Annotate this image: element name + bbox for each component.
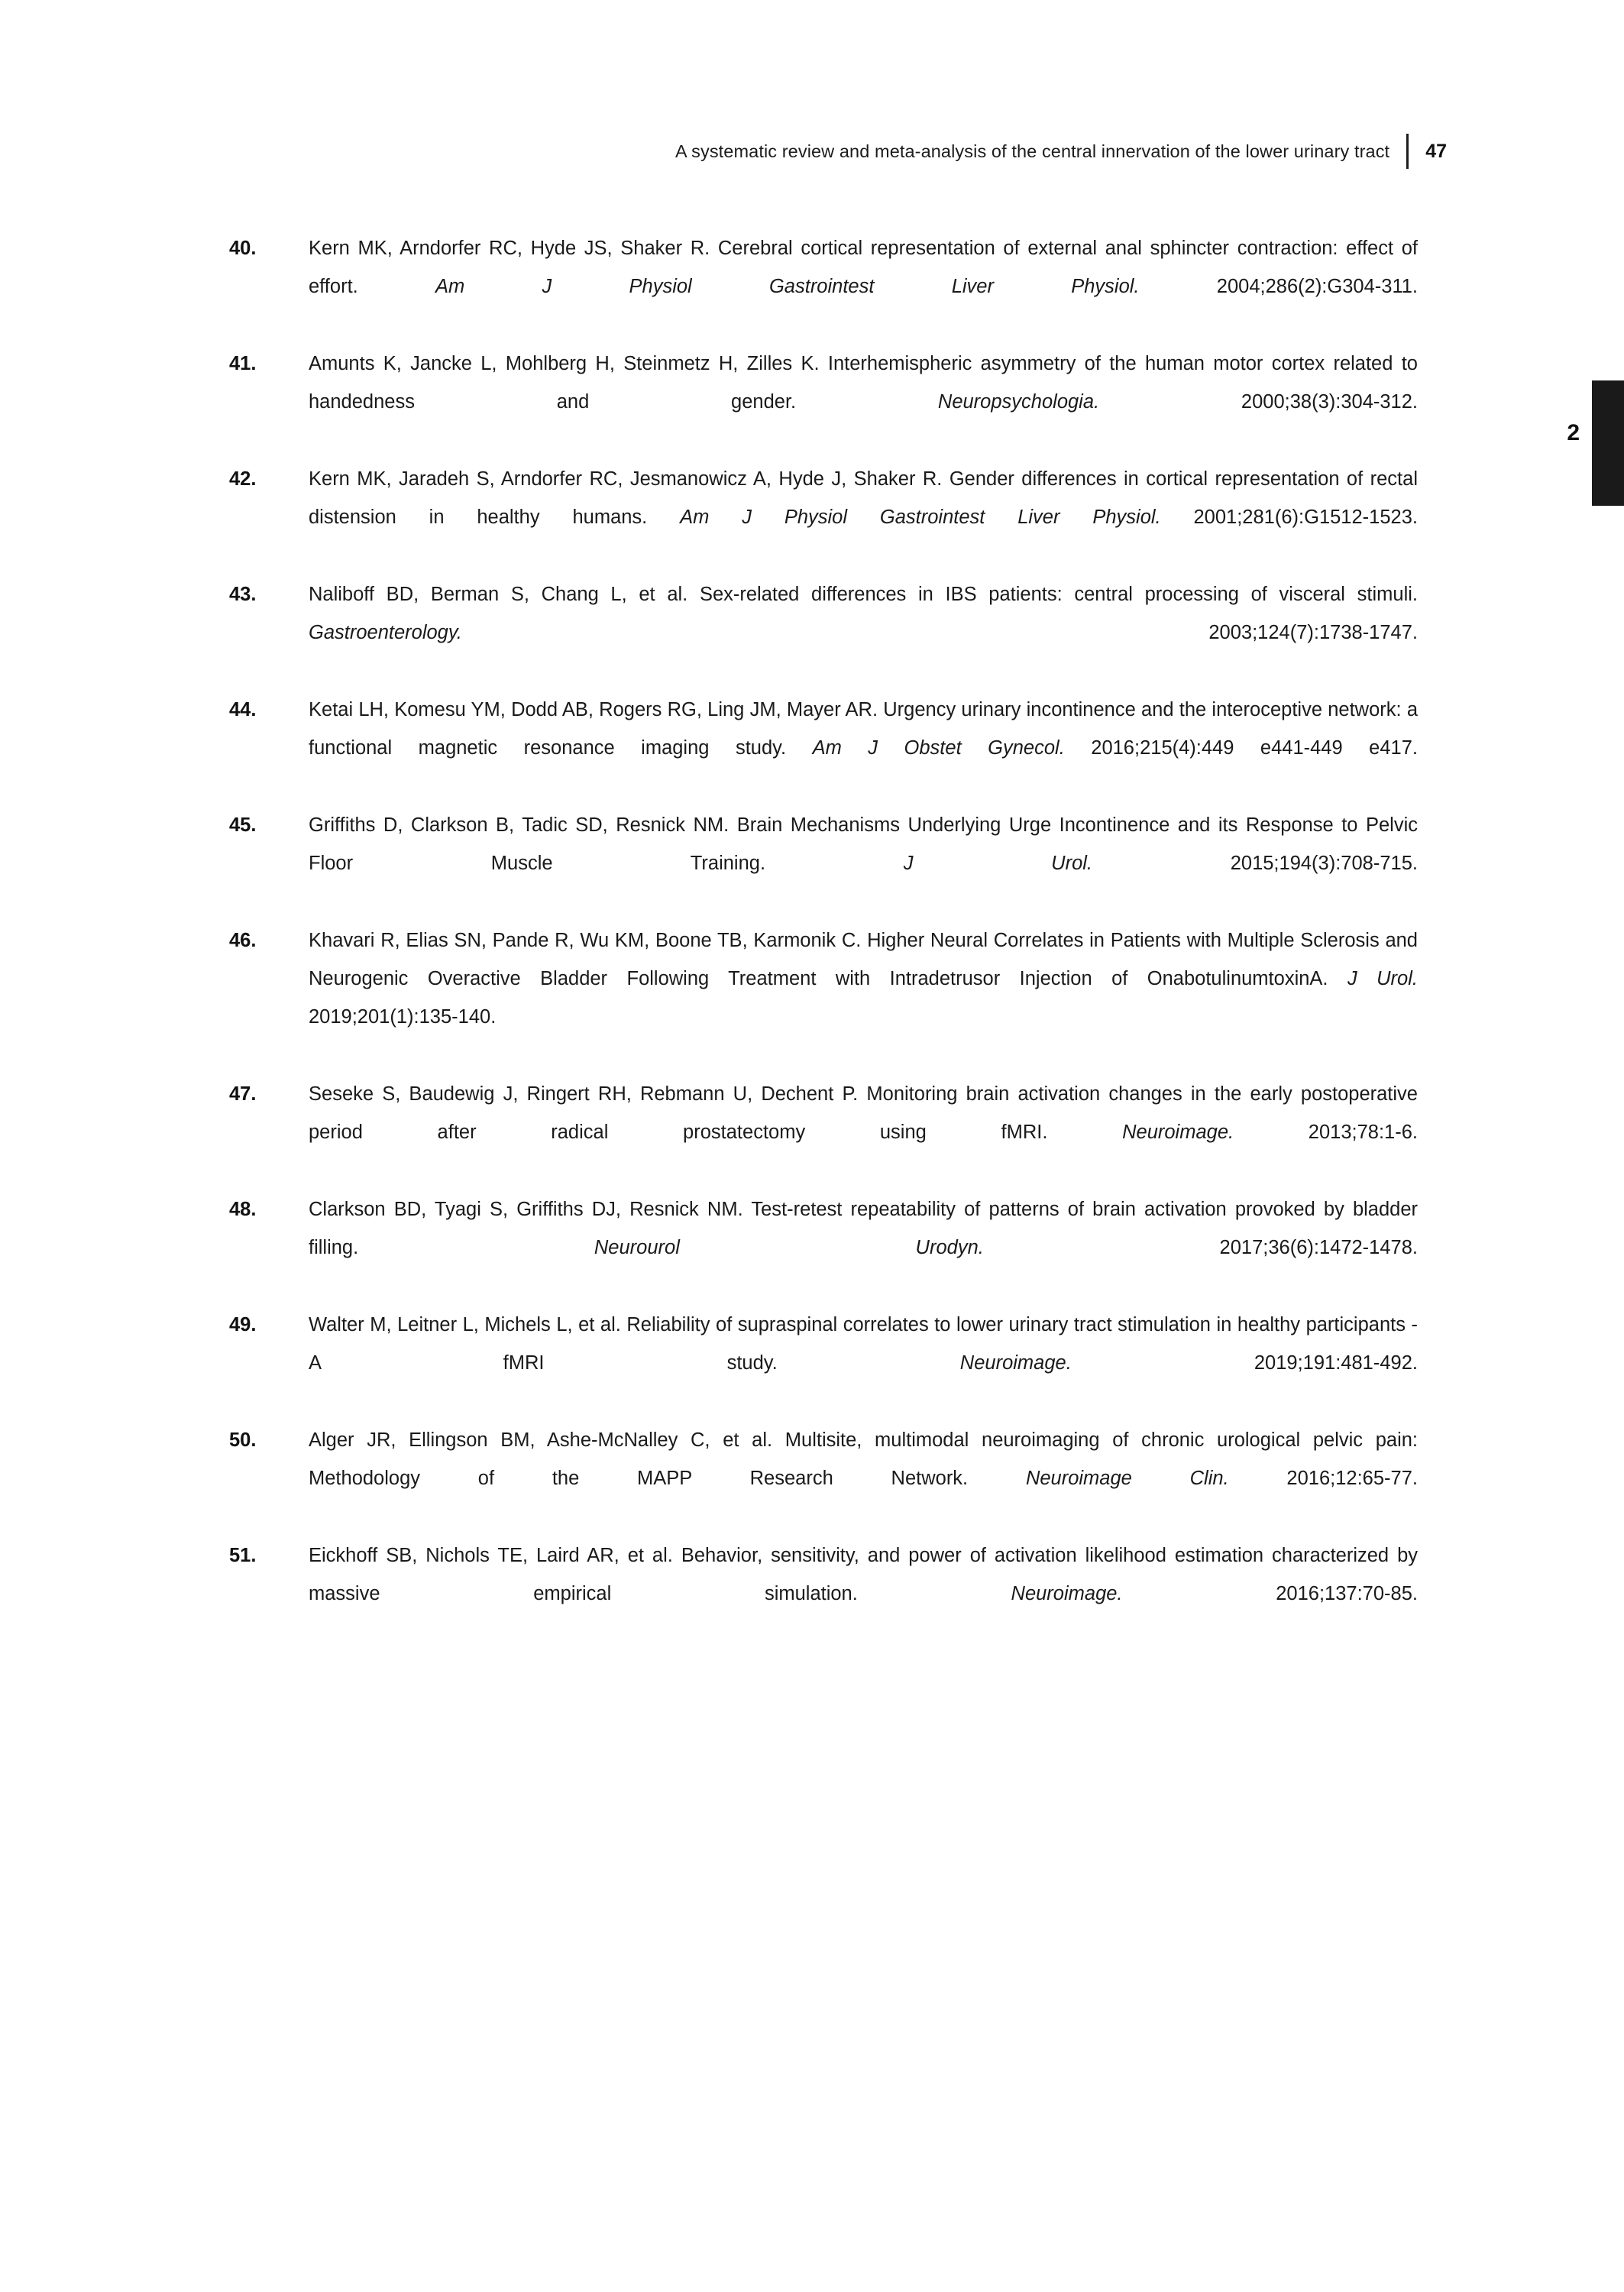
reference-text [309, 1075, 1418, 1190]
reference-item [229, 806, 1418, 921]
reference-journal: Am J Physiol Gastrointest Liver Physiol. [435, 276, 1140, 297]
reference-title: Monitoring brain activation changes in the early postoperative period after radical prostatectomy using fMRI. [309, 1083, 1418, 1143]
reference-journal: Neuroimage. [959, 1352, 1072, 1374]
reference-number: 42. [229, 468, 257, 490]
chapter-thumb-tab [1592, 380, 1624, 506]
reference-citation: 2000;38(3):304-312. [1241, 391, 1418, 413]
reference-citation: 2016;12:65-77. [1286, 1468, 1418, 1489]
reference-authors: Walter M, Leitner L, Michels L, et al. [309, 1314, 621, 1335]
reference-item [229, 345, 1418, 459]
running-head [0, 134, 1447, 168]
reference-number: 51. [229, 1545, 257, 1566]
reference-citation: 2019;191:481-492. [1254, 1352, 1418, 1374]
reference-number: 47. [229, 1083, 257, 1105]
reference-citation: 2003;124(7):1738-1747. [1208, 622, 1418, 643]
reference-authors: Alger JR, Ellingson BM, Ashe-McNalley C, et al. [309, 1429, 773, 1451]
reference-item [229, 1190, 1418, 1305]
reference-item [229, 1536, 1418, 1651]
reference-text [309, 345, 1418, 459]
reference-number: 41. [229, 353, 257, 374]
reference-item [229, 1306, 1418, 1420]
reference-title: Reliability of supraspinal correlates to lower urinary tract stimulation in healthy participants - A fMRI study. [309, 1314, 1418, 1374]
reference-text [309, 1306, 1418, 1420]
reference-title: Gender differences in cortical representation of rectal distension in healthy humans. [309, 468, 1418, 528]
reference-authors: Amunts K, Jancke L, Mohlberg H, Steinmetz H, Zilles K. [309, 353, 820, 374]
reference-journal: Am J Obstet Gynecol. [812, 737, 1065, 759]
reference-text [309, 806, 1418, 921]
reference-number: 49. [229, 1314, 257, 1335]
reference-authors: Kern MK, Jaradeh S, Arndorfer RC, Jesmanowicz A, Hyde J, Shaker R. [309, 468, 943, 490]
reference-citation: 2004;286(2):G304-311. [1216, 276, 1418, 297]
reference-item [229, 575, 1418, 690]
running-head-divider [1406, 134, 1409, 169]
reference-citation: 2019;201(1):135-140. [309, 1006, 497, 1028]
reference-journal: J Urol. [1347, 968, 1418, 989]
reference-journal: Gastroenterology. [309, 622, 462, 643]
reference-journal: Neuroimage Clin. [1025, 1468, 1229, 1489]
reference-citation: 2016;137:70-85. [1276, 1583, 1418, 1604]
reference-text [309, 691, 1418, 805]
page-number: 47 [1425, 140, 1447, 162]
reference-title: Brain Mechanisms Underlying Urge Incontinence and its Response to Pelvic Floor Muscle Training. [309, 814, 1419, 874]
reference-item [229, 921, 1418, 1074]
reference-number: 48. [229, 1199, 257, 1220]
reference-item [229, 1421, 1418, 1536]
reference-number: 45. [229, 814, 257, 836]
reference-title: Higher Neural Correlates in Patients with Multiple Sclerosis and Neurogenic Overactive Bladder Following Treatment with Intradetrusor Injection of OnabotulinumtoxinA. [309, 930, 1418, 989]
reference-citation: 2001;281(6):G1512-1523. [1193, 507, 1418, 528]
reference-number: 50. [229, 1429, 257, 1451]
reference-journal: Am J Physiol Gastrointest Liver Physiol. [680, 507, 1161, 528]
reference-text [309, 1421, 1418, 1536]
reference-journal: Neuropsychologia. [937, 391, 1100, 413]
reference-journal: Neurourol Urodyn. [594, 1237, 984, 1258]
reference-journal: Neuroimage. [1011, 1583, 1123, 1604]
reference-item [229, 691, 1418, 805]
reference-text [309, 229, 1418, 344]
reference-citation: 2016;215(4):449 e441-449 e417. [1091, 737, 1418, 759]
reference-text [309, 1536, 1418, 1651]
reference-authors: Griffiths D, Clarkson B, Tadic SD, Resnick NM. [309, 814, 730, 836]
reference-number: 46. [229, 930, 257, 951]
reference-item [229, 229, 1418, 344]
running-head-title: A systematic review and meta-analysis of the central innervation of the lower urinary tract [675, 141, 1390, 161]
reference-journal: Neuroimage. [1122, 1122, 1234, 1143]
reference-item [229, 1075, 1418, 1190]
reference-number: 44. [229, 699, 257, 720]
reference-number: 43. [229, 584, 257, 605]
reference-text [309, 1190, 1418, 1305]
reference-title: Interhemispheric asymmetry of the human motor cortex related to handedness and gender. [309, 353, 1418, 413]
reference-authors: Khavari R, Elias SN, Pande R, Wu KM, Boone TB, Karmonik C. [309, 930, 862, 951]
reference-title: Cerebral cortical representation of external anal sphincter contraction: effect of effort. [309, 238, 1418, 297]
reference-number: 40. [229, 238, 257, 259]
reference-authors: Seseke S, Baudewig J, Ringert RH, Rebmann U, Dechent P. [309, 1083, 859, 1105]
reference-citation: 2013;78:1-6. [1308, 1122, 1418, 1143]
reference-citation: 2015;194(3):708-715. [1230, 853, 1418, 874]
reference-text [309, 460, 1418, 575]
reference-title: Test-retest repeatability of patterns of brain activation provoked by bladder filling. [309, 1199, 1419, 1258]
reference-title: Urgency urinary incontinence and the interoceptive network: a functional magnetic resonance imaging study. [309, 699, 1418, 759]
reference-text [309, 575, 1418, 690]
reference-authors: Eickhoff SB, Nichols TE, Laird AR, et al. [309, 1545, 673, 1566]
reference-list [229, 229, 1418, 1652]
reference-authors: Clarkson BD, Tyagi S, Griffiths DJ, Resnick NM. [309, 1199, 743, 1220]
reference-title: Sex-related differences in IBS patients: central processing of visceral stimuli. [699, 584, 1418, 605]
reference-title: Multisite, multimodal neuroimaging of chronic urological pelvic pain: Methodology of the MAPP Research Network. [309, 1429, 1419, 1489]
reference-authors: Naliboff BD, Berman S, Chang L, et al. [309, 584, 688, 605]
chapter-number: 2 [1567, 420, 1580, 445]
reference-authors: Kern MK, Arndorfer RC, Hyde JS, Shaker R. [309, 238, 710, 259]
reference-journal: J Urol. [903, 853, 1093, 874]
reference-title: Behavior, sensitivity, and power of activation likelihood estimation characterized by massive empirical simulation. [309, 1545, 1419, 1604]
reference-citation: 2017;36(6):1472-1478. [1219, 1237, 1418, 1258]
reference-item [229, 460, 1418, 575]
reference-text [309, 921, 1418, 1074]
reference-authors: Ketai LH, Komesu YM, Dodd AB, Rogers RG, Ling JM, Mayer AR. [309, 699, 878, 720]
